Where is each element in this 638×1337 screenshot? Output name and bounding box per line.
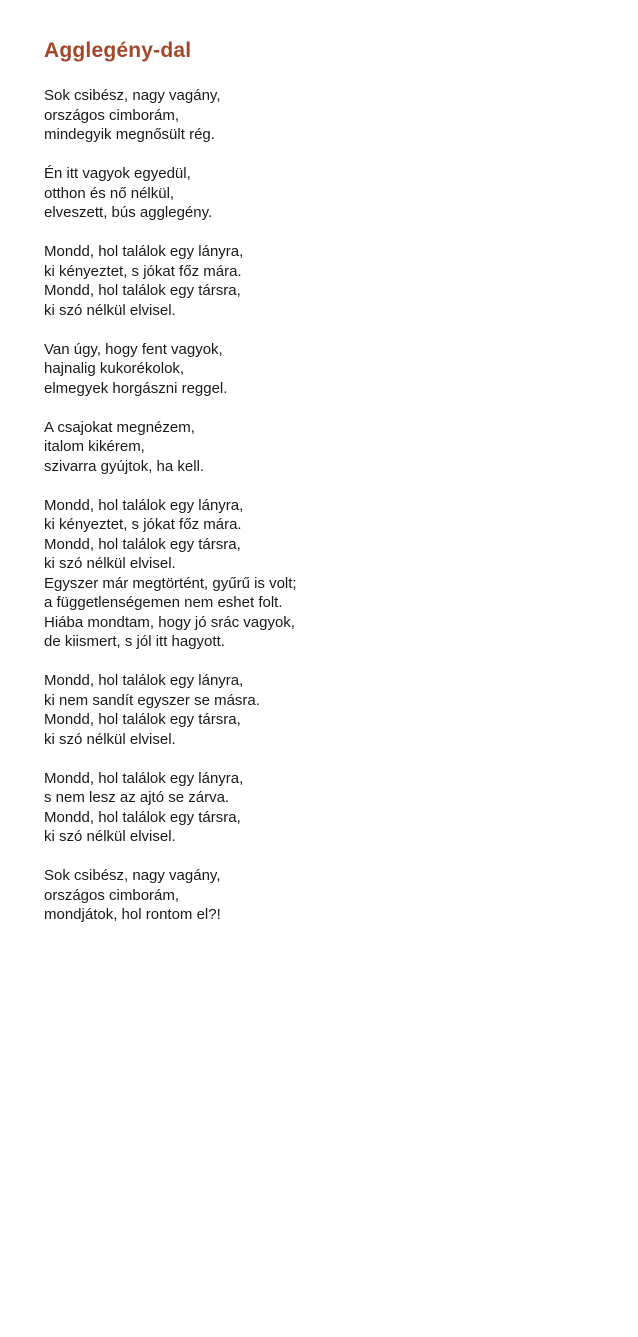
stanza: [44, 671, 604, 749]
lyric-line: A csajokat megnézem,: [44, 418, 195, 436]
lyric-line: de kiismert, s jól itt hagyott.: [44, 633, 225, 650]
stanza: [44, 340, 604, 399]
lyric-line: ki szó nélkül elvisel.: [44, 730, 176, 748]
lyric-line: Mondd, hol találok egy társra,: [44, 535, 241, 553]
lyric-line: ki kényeztet, s jókat főz mára.: [44, 262, 242, 280]
lyric-line: otthon és nő nélkül,: [44, 184, 175, 202]
lyric-line: ki szó nélkül elvisel.: [44, 828, 176, 845]
stanza: [44, 418, 604, 477]
lyric-line: Mondd, hol találok egy társra,: [44, 808, 241, 826]
lyrics-body: [44, 86, 604, 925]
lyric-line: italom kikérem,: [44, 438, 145, 455]
lyric-line: Mondd, hol találok egy lányra,: [44, 496, 244, 514]
lyric-line: a függetlenségemen nem eshet folt.: [44, 594, 283, 611]
stanza: [44, 86, 604, 145]
stanza: [44, 866, 604, 925]
stanza: [44, 496, 604, 652]
lyric-line: elmegyek horgászni reggel.: [44, 379, 228, 397]
lyric-line: Mondd, hol találok egy lányra,: [44, 672, 244, 689]
lyric-line: Én itt vagyok egyedül,: [44, 165, 191, 182]
lyric-line: s nem lesz az ajtó se zárva.: [44, 789, 230, 806]
lyric-line: szivarra gyújtok, ha kell.: [44, 457, 205, 475]
lyric-line: országos cimborám,: [44, 886, 180, 904]
lyric-line: mindegyik megnősült rég.: [44, 126, 215, 143]
lyrics-page: [44, 36, 604, 944]
lyric-line: Van úgy, hogy fent vagyok,: [44, 340, 223, 358]
lyric-line: ki szó nélkül elvisel.: [44, 555, 176, 572]
lyric-line: Mondd, hol találok egy társra,: [44, 711, 241, 728]
lyric-line: ki kényeztet, s jókat főz mára.: [44, 516, 242, 533]
song-title: Agglegény-dal: [44, 39, 192, 62]
lyric-line: hajnalig kukorékolok,: [44, 360, 185, 377]
lyric-line: ki nem sandít egyszer se másra.: [44, 691, 260, 709]
lyric-line: Egyszer már megtörtént, gyűrű is volt;: [44, 574, 297, 592]
lyric-line: Hiába mondtam, hogy jó srác vagyok,: [44, 613, 295, 631]
stanza: [44, 769, 604, 847]
lyric-line: Sok csibész, nagy vagány,: [44, 867, 221, 884]
lyric-line: elveszett, bús agglegény.: [44, 204, 213, 221]
stanza: [44, 242, 604, 320]
stanza: [44, 164, 604, 223]
lyric-line: Mondd, hol találok egy társra,: [44, 282, 241, 299]
lyric-line: Mondd, hol találok egy lányra,: [44, 243, 244, 260]
lyric-line: ki szó nélkül elvisel.: [44, 301, 176, 319]
lyric-line: Mondd, hol találok egy lányra,: [44, 769, 244, 787]
lyric-line: Sok csibész, nagy vagány,: [44, 87, 221, 104]
lyric-line: mondjátok, hol rontom el?!: [44, 906, 221, 923]
lyric-line: országos cimborám,: [44, 106, 180, 124]
